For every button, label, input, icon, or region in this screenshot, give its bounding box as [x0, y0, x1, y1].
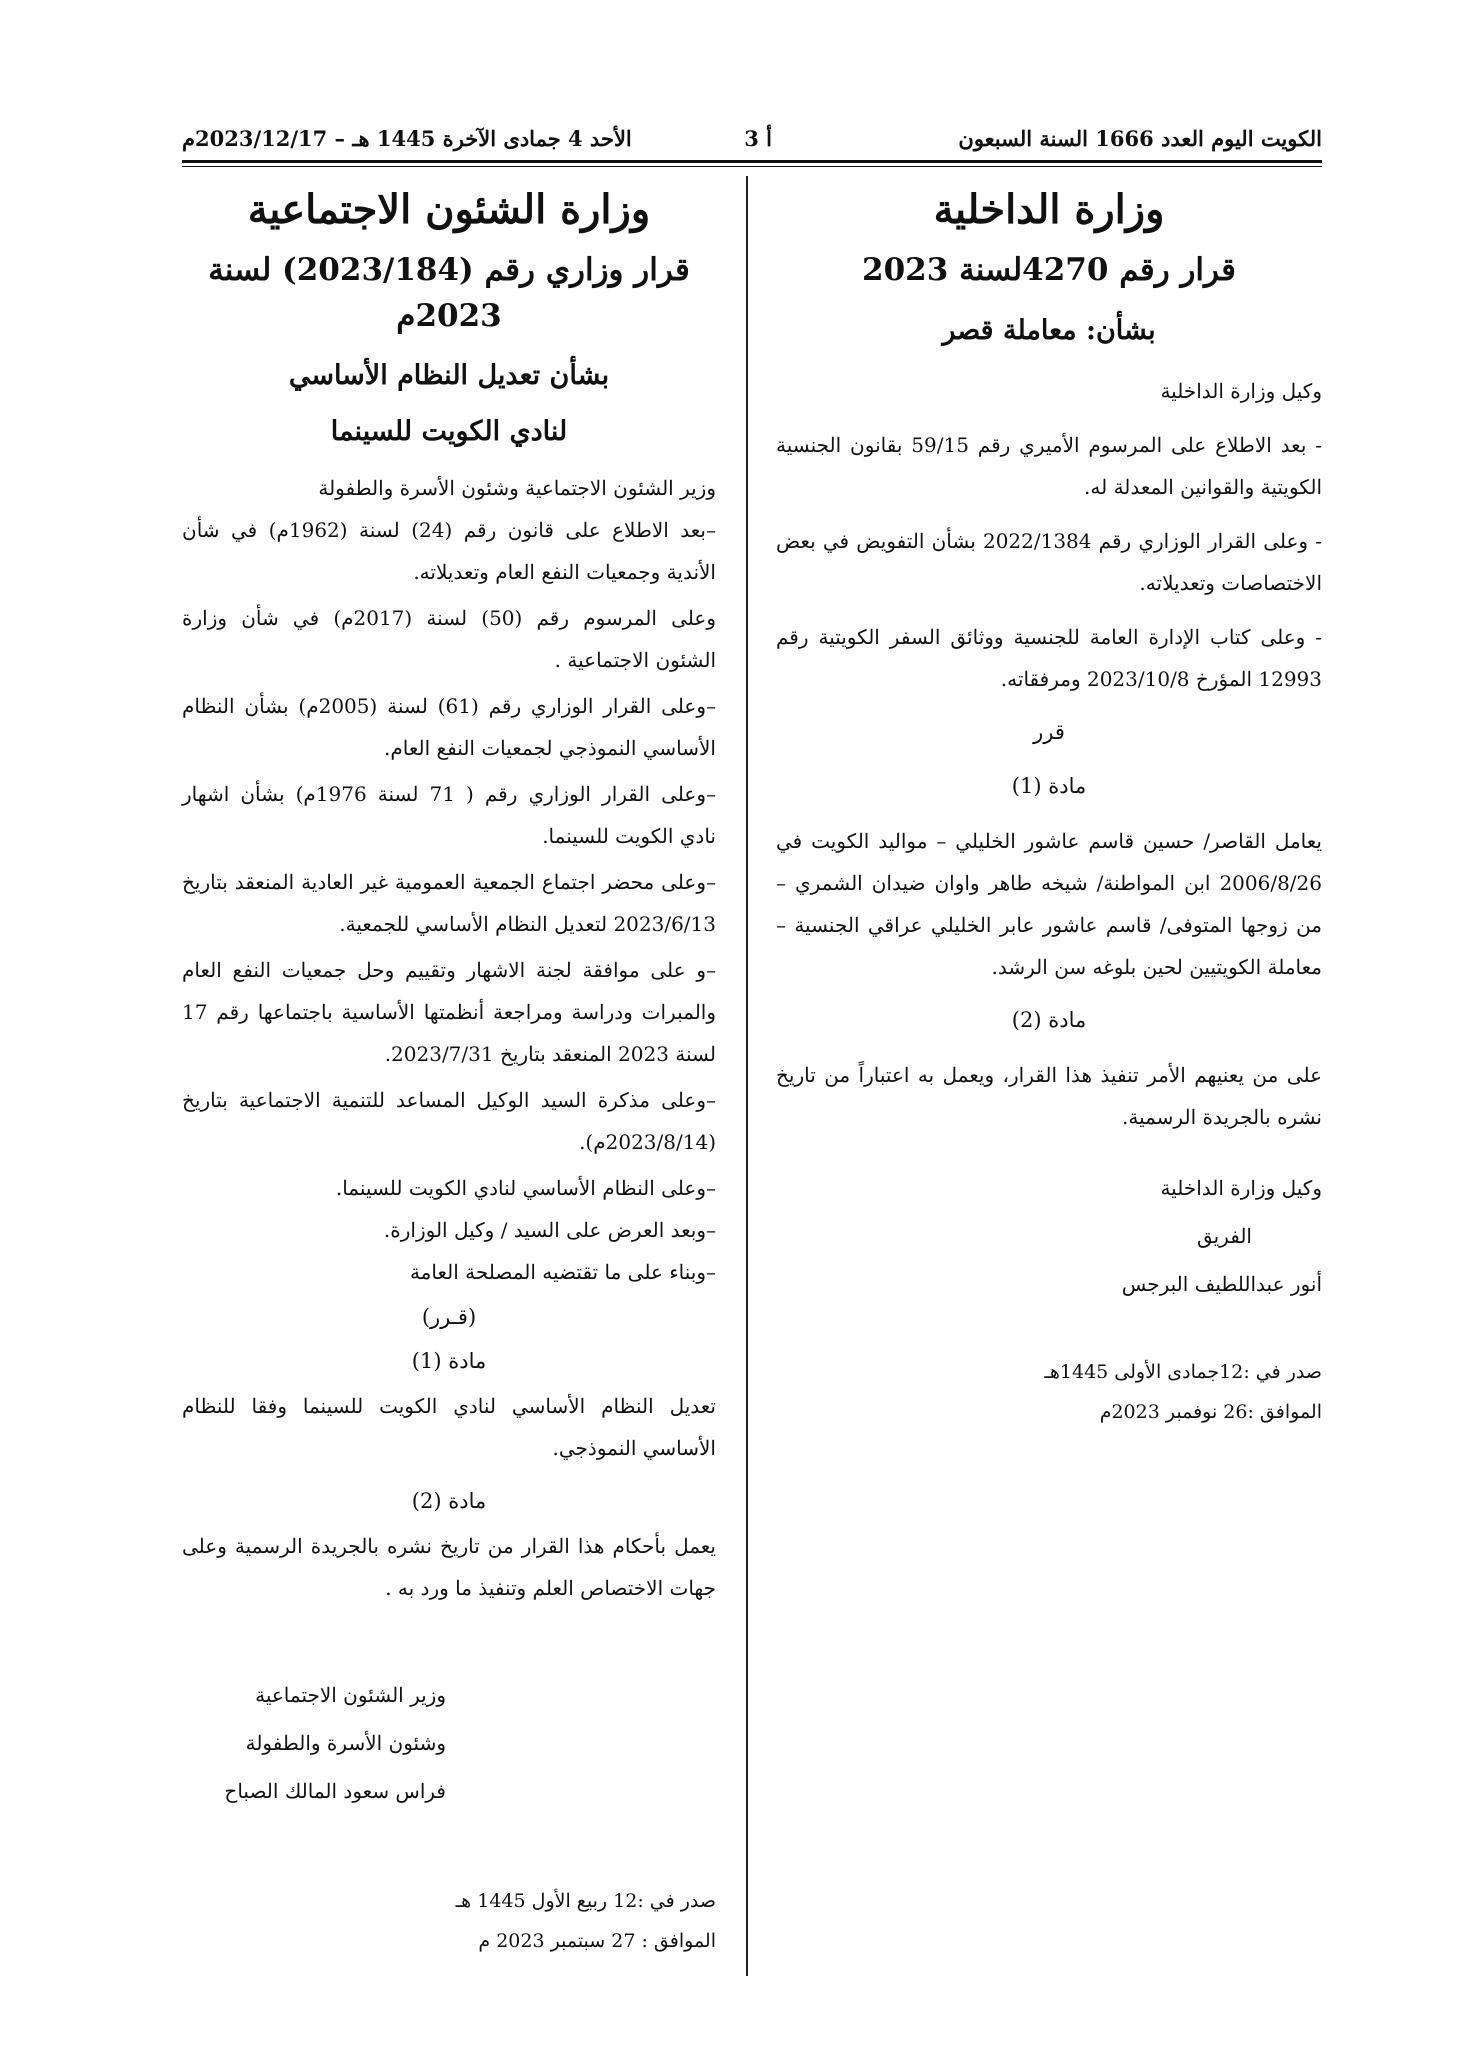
interior-article2-label: مادة (2): [1011, 1008, 1087, 1032]
column-divider: [746, 176, 748, 1976]
page-header: [182, 120, 1322, 160]
social-preamble-6: –و على موافقة لجنة الاشهار وتقييم وحل جمعيات النفع العام والمبرات ودراسة ومراجعة أنظمتها الأساسية باجتماعها رقم 17 لسنة 2023 المنعقد بتاريخ 2023/7/31.: [182, 958, 716, 1066]
header-issue-info: الكويت اليوم العدد 1666 السنة السبعون: [958, 126, 1322, 151]
social-preamble-2: وعلى المرسوم رقم (50) لسنة (2017م) في شأن وزارة الشئون الاجتماعية .: [182, 606, 716, 672]
social-signatory-name: فراس سعود المالك الصباح: [224, 1779, 446, 1803]
social-preamble-1: –بعد الاطلاع على قانون رقم (24) لسنة (1962م) في شأن الأندية وجمعيات النفع العام وتعديلاته.: [182, 518, 717, 584]
social-preamble-7: –وعلى مذكرة السيد الوكيل المساعد للتنمية الاجتماعية بتاريخ (2023/8/14م).: [182, 1088, 716, 1154]
social-affairs-decision-column: [182, 180, 716, 1961]
header-page-number: أ 3: [744, 126, 772, 151]
social-preamble-10: –وبناء على ما تقتضيه المصلحة العامة: [409, 1260, 716, 1284]
header-date: الأحد 4 جمادى الآخرة 1445 هـ – 2023/12/17م: [182, 126, 632, 151]
interior-ministry-title: وزارة الداخلية: [933, 186, 1165, 233]
social-preamble-4: –وعلى القرار الوزاري رقم ( 71 لسنة 1976م) بشأن اشهار نادي الكويت للسينما.: [182, 782, 716, 848]
social-preamble-5: –وعلى محضر اجتماع الجمعية العمومية غير العادية المنعقد بتاريخ 2023/6/13 لتعديل النظام الأساسي للجمعية.: [182, 870, 716, 936]
social-decided: (قـرر): [421, 1305, 477, 1329]
social-signatory-title-2: وشئون الأسرة والطفولة: [245, 1731, 446, 1755]
interior-addressee: وكيل وزارة الداخلية: [1160, 379, 1322, 403]
interior-preamble-1: - بعد الاطلاع على المرسوم الأميري رقم 59/15 بقانون الجنسية الكويتية والقوانين المعدلة له.: [776, 433, 1322, 499]
social-ministry-title: وزارة الشئون الاجتماعية: [247, 186, 651, 233]
social-addressee: وزير الشئون الاجتماعية وشئون الأسرة والطفولة: [318, 476, 716, 500]
social-issued-gregorian: الموافق : 27 سبتمبر 2023 م: [478, 1930, 716, 1952]
social-decision-title: قرار وزاري رقم (2023/184) لسنة 2023م: [208, 252, 690, 334]
interior-signatory-title: وكيل وزارة الداخلية: [1160, 1176, 1322, 1200]
interior-decision-column: [776, 180, 1322, 1432]
social-preamble-8: –وعلى النظام الأساسي لنادي الكويت للسينما.: [335, 1176, 716, 1200]
social-decision-subject-2: لنادي الكويت للسينما: [330, 416, 568, 447]
social-article1-label: مادة (1): [411, 1349, 487, 1373]
interior-article1-label: مادة (1): [1011, 774, 1087, 798]
social-decision-subject-1: بشأن تعديل النظام الأساسي: [288, 360, 610, 391]
social-article1-text: تعديل النظام الأساسي لنادي الكويت للسينما وفقا للنظام الأساسي النموذجي.: [182, 1394, 716, 1460]
social-signature-block: [182, 1671, 446, 1815]
interior-preamble-2: - وعلى القرار الوزاري رقم 2022/1384 بشأن التفويض في بعض الاختصاصات وتعديلاته.: [776, 529, 1322, 595]
interior-decided: قرر: [1033, 720, 1065, 744]
social-article2-label: مادة (2): [411, 1489, 487, 1513]
interior-signatory-rank: الفريق: [1196, 1224, 1252, 1248]
interior-preamble-3: - وعلى كتاب الإدارة العامة للجنسية ووثائق السفر الكويتية رقم 12993 المؤرخ 2023/10/8 ومرفقاته.: [776, 625, 1322, 691]
interior-decision-title: قرار رقم 4270لسنة 2023: [862, 252, 1236, 288]
interior-decision-subject: بشأن: معاملة قصر: [942, 315, 1156, 346]
interior-article1-text: يعامل القاصر/ حسين قاسم عاشور الخليلي – مواليد الكويت في 2006/8/26 ابن المواطنة/ شيخه طاهر واوان ضيدان الشمري – من زوجها المتوفى/ قاسم عاشور عابر الخليلي عراقي الجنسية – معاملة الكويتيين لحين بلوغه سن الرشد.: [776, 829, 1322, 979]
social-preamble-3: –وعلى القرار الوزاري رقم (61) لسنة (2005م) بشأن النظام الأساسي النموذجي لجمعيات النفع العام.: [182, 694, 716, 760]
interior-issued-gregorian: الموافق :26 نوفمبر 2023م: [1099, 1401, 1322, 1423]
header-rule-thin: [182, 166, 1322, 167]
interior-signatory-name: أنور عبداللطيف البرجس: [1121, 1272, 1322, 1296]
social-issued-hijri: صدر في :12 ربيع الأول 1445 هـ: [455, 1890, 716, 1912]
interior-article2-text: على من يعنيهم الأمر تنفيذ هذا القرار، ويعمل به اعتباراً من تاريخ نشره بالجريدة الرسمية.: [776, 1063, 1322, 1129]
social-article2-text: يعمل بأحكام هذا القرار من تاريخ نشره بالجريدة الرسمية وعلى جهات الاختصاص العلم وتنفيذ ما ورد به .: [182, 1534, 716, 1600]
header-rule-thick: [182, 160, 1322, 163]
social-signatory-title-1: وزير الشئون الاجتماعية: [255, 1683, 446, 1707]
social-preamble-9: –وبعد العرض على السيد / وكيل الوزارة.: [383, 1218, 716, 1242]
interior-issued-hijri: صدر في :12جمادى الأولى 1445هـ: [1044, 1361, 1322, 1383]
